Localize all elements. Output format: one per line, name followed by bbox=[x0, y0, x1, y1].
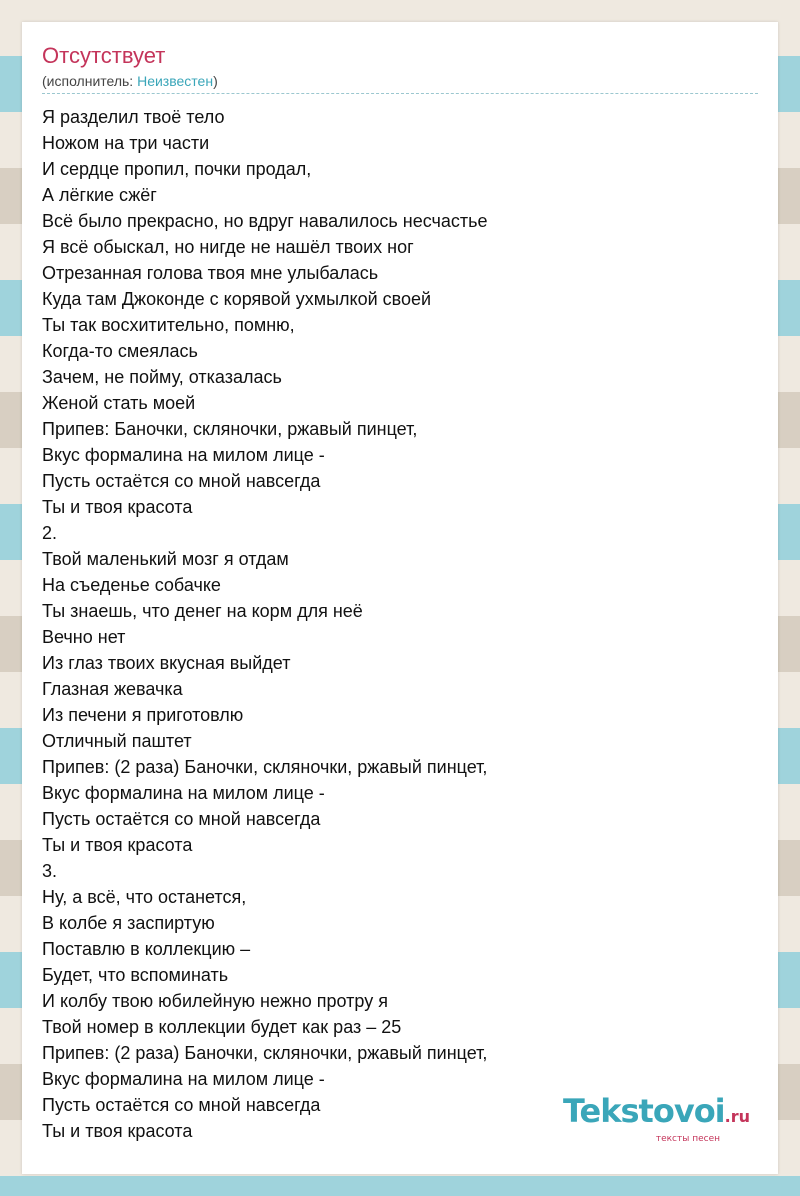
artist-line bbox=[42, 72, 218, 90]
lyric-line: На съеденье собачке bbox=[42, 575, 221, 595]
song-title: Отсутствует bbox=[42, 43, 166, 68]
lyric-line: Вечно нет bbox=[42, 627, 126, 647]
artist-link[interactable]: Неизвестен bbox=[137, 73, 214, 89]
lyric-line: Ты и твоя красота bbox=[42, 497, 193, 517]
lyric-line: В колбе я заспиртую bbox=[42, 913, 215, 933]
lyric-line: 3. bbox=[42, 861, 58, 881]
lyric-line: Поставлю в коллекцию – bbox=[42, 939, 251, 959]
lyric-line: Из печени я приготовлю bbox=[42, 705, 244, 725]
lyric-line: Куда там Джоконде с корявой ухмылкой своей bbox=[42, 289, 432, 309]
lyric-line: Ты так восхитительно, помню, bbox=[42, 315, 295, 335]
lyric-line: Твой маленький мозг я отдам bbox=[42, 549, 289, 569]
lyric-line: Твой номер в коллекции будет как раз – 25 bbox=[42, 1017, 402, 1037]
lyric-line: И сердце пропил, почки продал, bbox=[42, 159, 312, 179]
lyric-line: Ножом на три части bbox=[42, 133, 210, 153]
title-divider bbox=[42, 93, 758, 94]
lyric-line: Припев: Баночки, скляночки, ржавый пинцет, bbox=[42, 419, 418, 439]
lyric-line: Из глаз твоих вкусная выйдет bbox=[42, 653, 291, 673]
lyric-line: 2. bbox=[42, 523, 58, 543]
lyric-line: Вкус формалина на милом лице - bbox=[42, 445, 325, 465]
artist-suffix: ) bbox=[213, 73, 218, 89]
lyric-line: Ты знаешь, что денег на корм для неё bbox=[42, 601, 363, 621]
logo-tagline: тексты песен bbox=[655, 1134, 720, 1144]
lyric-line: Припев: (2 раза) Баночки, скляночки, ржавый пинцет, bbox=[42, 1043, 488, 1063]
lyrics-text bbox=[42, 104, 758, 1144]
lyric-line: Глазная жевачка bbox=[42, 679, 183, 699]
lyric-line: Вкус формалина на милом лице - bbox=[42, 1069, 325, 1089]
lyric-line: Вкус формалина на милом лице - bbox=[42, 783, 325, 803]
lyric-line: Отличный паштет bbox=[42, 731, 192, 751]
lyric-line: Всё было прекрасно, но вдруг навалилось несчастье bbox=[42, 211, 488, 231]
site-logo[interactable] bbox=[563, 1094, 750, 1144]
lyric-line: Пусть остаётся со мной навсегда bbox=[42, 809, 321, 829]
lyric-line: Пусть остаётся со мной навсегда bbox=[42, 1095, 321, 1115]
logo-name: Tekstovoi bbox=[562, 1092, 725, 1130]
lyric-line: И колбу твою юбилейную нежно протру я bbox=[42, 991, 388, 1011]
lyric-line: Пусть остаётся со мной навсегда bbox=[42, 471, 321, 491]
lyric-line: Будет, что вспоминать bbox=[42, 965, 229, 985]
logo-wordmark bbox=[563, 1094, 750, 1134]
lyric-line: Я разделил твоё тело bbox=[42, 107, 225, 127]
lyric-line: Ты и твоя красота bbox=[42, 1121, 193, 1141]
logo-tld: .ru bbox=[724, 1107, 750, 1126]
lyric-line: Припев: (2 раза) Баночки, скляночки, ржавый пинцет, bbox=[42, 757, 488, 777]
lyric-line: А лёгкие сжёг bbox=[42, 185, 157, 205]
lyric-line: Женой стать моей bbox=[42, 393, 196, 413]
lyric-line: Зачем, не пойму, отказалась bbox=[42, 367, 282, 387]
lyric-line: Отрезанная голова твоя мне улыбалась bbox=[42, 263, 379, 283]
lyric-line: Ну, а всё, что останется, bbox=[42, 887, 247, 907]
lyric-line: Я всё обыскал, но нигде не нашёл твоих ног bbox=[42, 237, 414, 257]
lyrics-card bbox=[22, 22, 778, 1174]
artist-prefix: (исполнитель: bbox=[42, 73, 138, 89]
lyric-line: Ты и твоя красота bbox=[42, 835, 193, 855]
lyric-line: Когда-то смеялась bbox=[42, 341, 198, 361]
